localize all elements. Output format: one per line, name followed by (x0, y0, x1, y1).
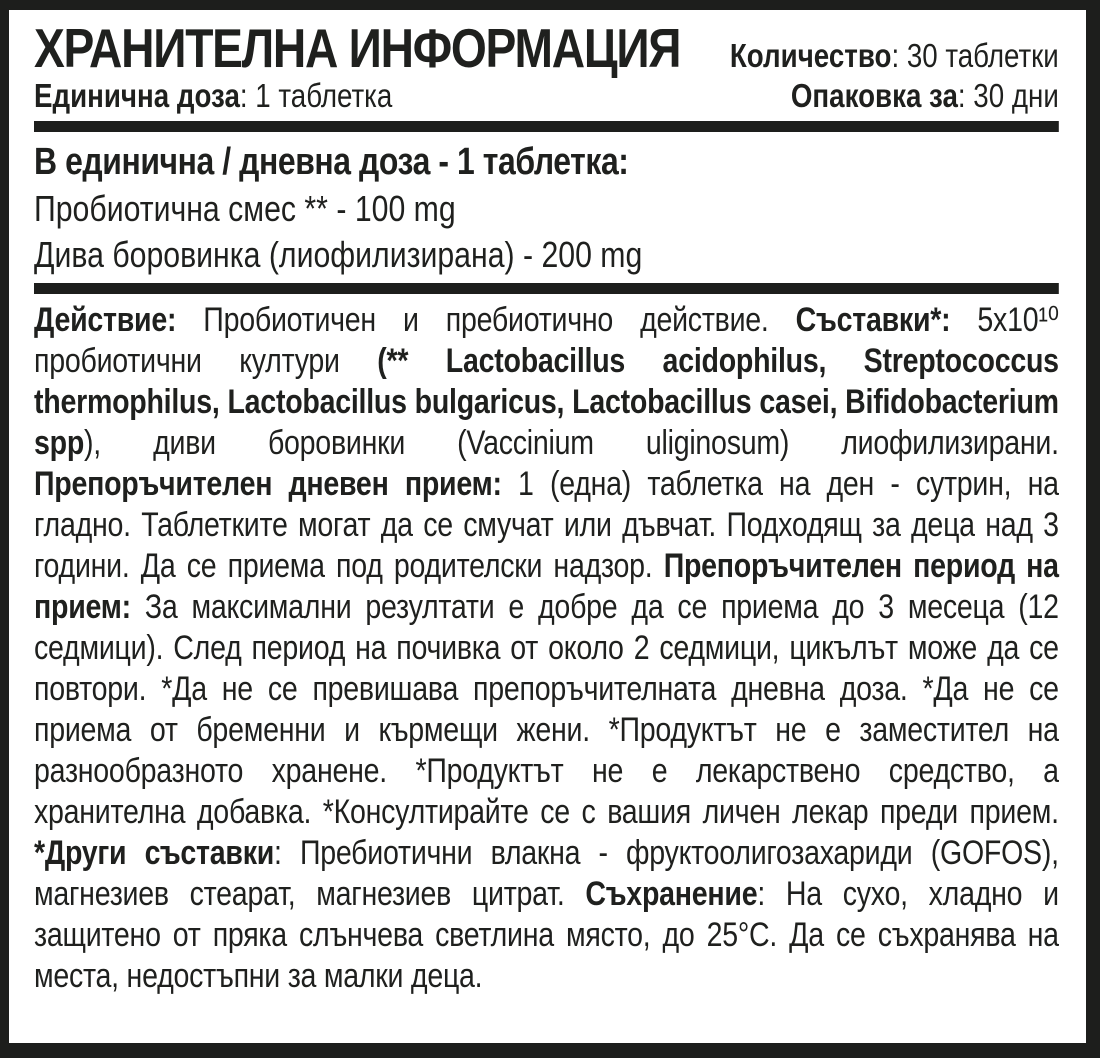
label-header (34, 17, 1059, 116)
body-paragraph: Действие: Пробиотичен и пребиотично действие. Съставки*: 5x10¹⁰ пробиотични култури (** Lactobacillus acidophilus, Streptococcus thermophilus, Lactobacillus bulgaricus, Lactobacillus casei, Bifidobacterium spp), диви боровинки (Vaccinium uliginosum) лиофилизирани. Препоръчителен дневен прием: 1 (една) таблетка на ден - сутрин, на гладно. Таблетките могат да се смучат или дъвчат. Подходящ за деца над 3 години. Да се приема под родителски надзор. Препоръчителен период на прием: За максимални резултати е добре да се приема до 3 месеца (12 седмици). След период на почивка от около 2 седмици, цикълът може да се повтори. *Да не се превишава препоръчителната дневна доза. *Да не се приема от бременни и кърмещи жени. *Продуктът не е заместител на разнообразното хранене. *Продуктът не е лекарствено средство, а хранителна добавка. *Консултирайте се с вашия личен лекар преди прием. *Други съставки: Пребиотични влакна - фруктоолигозахариди (GOFOS), магнезиев стеарат, магнезиев цитрат. Съхранение: На сухо, хладно и защитено от пряка слънчева светлина място, до 25°C. Да се съхранява на места, недостъпни за малки деца. (34, 301, 1059, 995)
dose-section-heading: В единична / дневна доза - 1 таблетка: (34, 141, 629, 183)
package-label: Опаковка за (790, 77, 958, 114)
package-value: : 30 дни (957, 77, 1059, 114)
label-content (34, 17, 1059, 997)
dose-item-wild-blueberry: Дива боровинка (лиофилизирана) - 200 mg (34, 234, 643, 275)
header-row-1 (34, 17, 1059, 79)
package-row (791, 76, 1059, 116)
quantity-label: Количество (729, 37, 892, 74)
divider-bar-top (34, 121, 1059, 132)
header-row-2 (34, 76, 1059, 116)
divider-bar-bottom (34, 283, 1059, 294)
dose-item-probiotic-mix: Пробиотична смес ** - 100 mg (34, 188, 456, 229)
unit-dose-label: Единична доза (34, 77, 240, 114)
dose-section (34, 138, 1059, 278)
quantity-row (730, 36, 1059, 76)
unit-dose-value: : 1 таблетка (239, 77, 393, 114)
unit-dose-row (34, 76, 392, 116)
label-inner-panel (9, 10, 1086, 1043)
page-title: ХРАНИТЕЛНА ИНФОРМАЦИЯ (34, 17, 681, 79)
quantity-value: : 30 таблетки (891, 37, 1059, 74)
